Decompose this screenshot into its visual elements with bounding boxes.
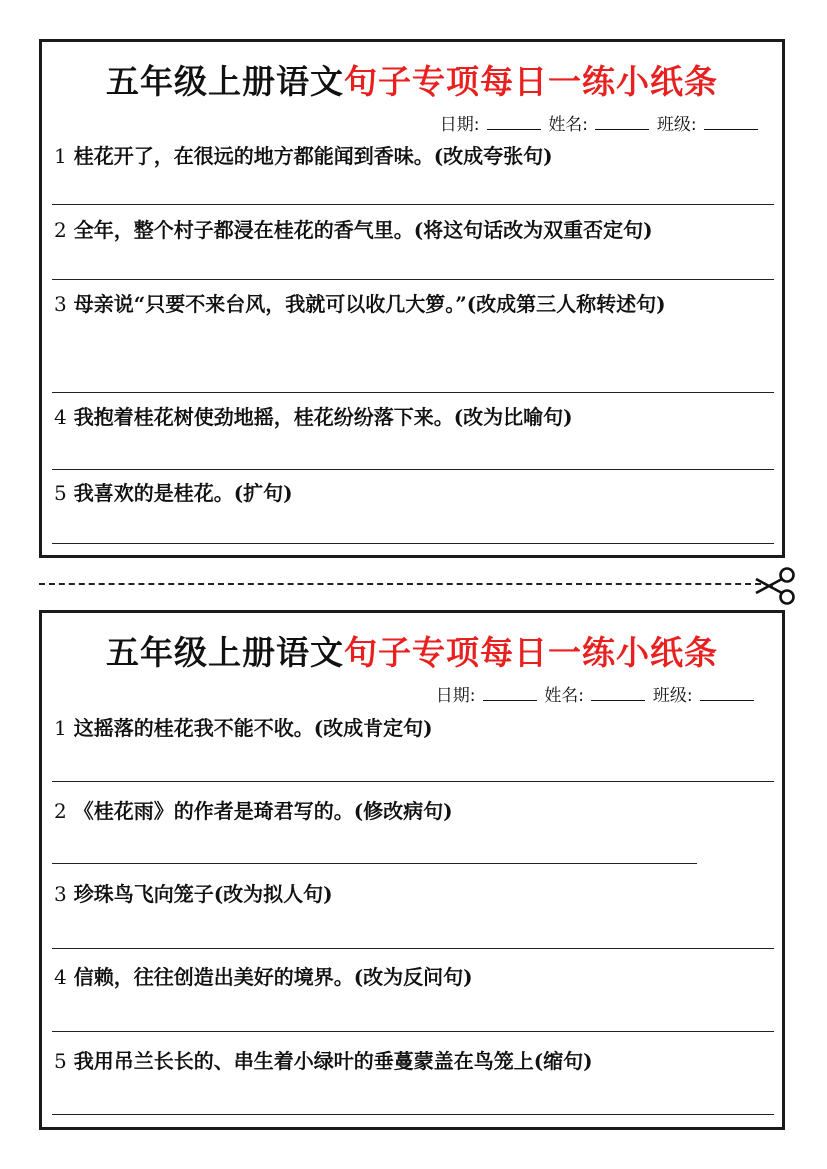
- question-text: 母亲说“只要不来台风，我就可以收几大箩。”(改成第三人称转述句): [73, 292, 666, 316]
- slip-title: [42, 56, 782, 103]
- worksheet-slip-top: [39, 39, 785, 558]
- student-info-row: [440, 110, 760, 135]
- slip-title: [42, 627, 782, 674]
- class-blank[interactable]: [704, 115, 758, 130]
- answer-line-2[interactable]: [52, 863, 697, 864]
- question-2: [54, 794, 774, 828]
- question-number: 1: [54, 144, 67, 168]
- question-text: 珍珠鸟飞向笼子(改为拟人句): [73, 882, 333, 906]
- question-text: 全年，整个村子都浸在桂花的香气里。(将这句话改为双重否定句): [73, 218, 653, 242]
- question-number: 5: [54, 1049, 67, 1073]
- question-4: [54, 400, 774, 434]
- question-text: 我喜欢的是桂花。(扩句): [73, 481, 293, 505]
- question-number: 5: [54, 481, 67, 505]
- question-text: 信赖，往往创造出美好的境界。(改为反问句): [73, 965, 473, 989]
- question-number: 3: [54, 292, 67, 316]
- question-text: 我抱着桂花树使劲地摇，桂花纷纷落下来。(改为比喻句): [73, 405, 573, 429]
- question-3: [54, 287, 774, 321]
- date-label: 日期:: [435, 686, 476, 706]
- student-info-row: [436, 681, 756, 706]
- question-text: 这摇落的桂花我不能不收。(改成肯定句): [73, 716, 433, 740]
- date-blank[interactable]: [483, 686, 537, 701]
- answer-line-5[interactable]: [52, 1114, 774, 1115]
- date-label: 日期:: [439, 115, 480, 135]
- name-label: 姓名:: [548, 115, 589, 135]
- answer-line-1[interactable]: [52, 781, 774, 782]
- answer-line-1[interactable]: [52, 204, 774, 205]
- title-red-part: 句子专项每日一练小纸条: [344, 62, 718, 101]
- title-red-part: 句子专项每日一练小纸条: [344, 633, 718, 672]
- answer-line-2[interactable]: [52, 279, 774, 280]
- answer-line-4[interactable]: [52, 469, 774, 470]
- worksheet-slip-bottom: [39, 610, 785, 1130]
- title-black-part: 五年级上册语文: [106, 62, 344, 101]
- question-number: 2: [54, 799, 67, 823]
- class-label: 班级:: [652, 686, 693, 706]
- question-text: 《桂花雨》的作者是琦君写的。(修改病句): [73, 799, 453, 823]
- question-3: [54, 877, 774, 911]
- question-1: [54, 711, 774, 745]
- question-number: 2: [54, 218, 67, 242]
- question-5: [54, 1044, 774, 1078]
- question-number: 4: [54, 405, 67, 429]
- answer-line-5[interactable]: [52, 543, 774, 544]
- title-black-part: 五年级上册语文: [106, 633, 344, 672]
- question-2: [54, 213, 774, 247]
- question-text: 桂花开了，在很远的地方都能闻到香味。(改成夸张句): [73, 144, 553, 168]
- name-label: 姓名:: [544, 686, 585, 706]
- question-number: 1: [54, 716, 67, 740]
- answer-line-3[interactable]: [52, 948, 774, 949]
- cut-line: [39, 583, 761, 585]
- class-label: 班级:: [656, 115, 697, 135]
- answer-line-3[interactable]: [52, 392, 774, 393]
- answer-line-4[interactable]: [52, 1031, 774, 1032]
- question-5: [54, 476, 774, 510]
- class-blank[interactable]: [700, 686, 754, 701]
- name-blank[interactable]: [591, 686, 645, 701]
- scissors-icon: [752, 566, 796, 606]
- question-text: 我用吊兰长长的、串生着小绿叶的垂蔓蒙盖在鸟笼上(缩句): [73, 1049, 593, 1073]
- question-1: [54, 139, 774, 173]
- question-number: 4: [54, 965, 67, 989]
- date-blank[interactable]: [487, 115, 541, 130]
- name-blank[interactable]: [595, 115, 649, 130]
- question-number: 3: [54, 882, 67, 906]
- question-4: [54, 960, 774, 994]
